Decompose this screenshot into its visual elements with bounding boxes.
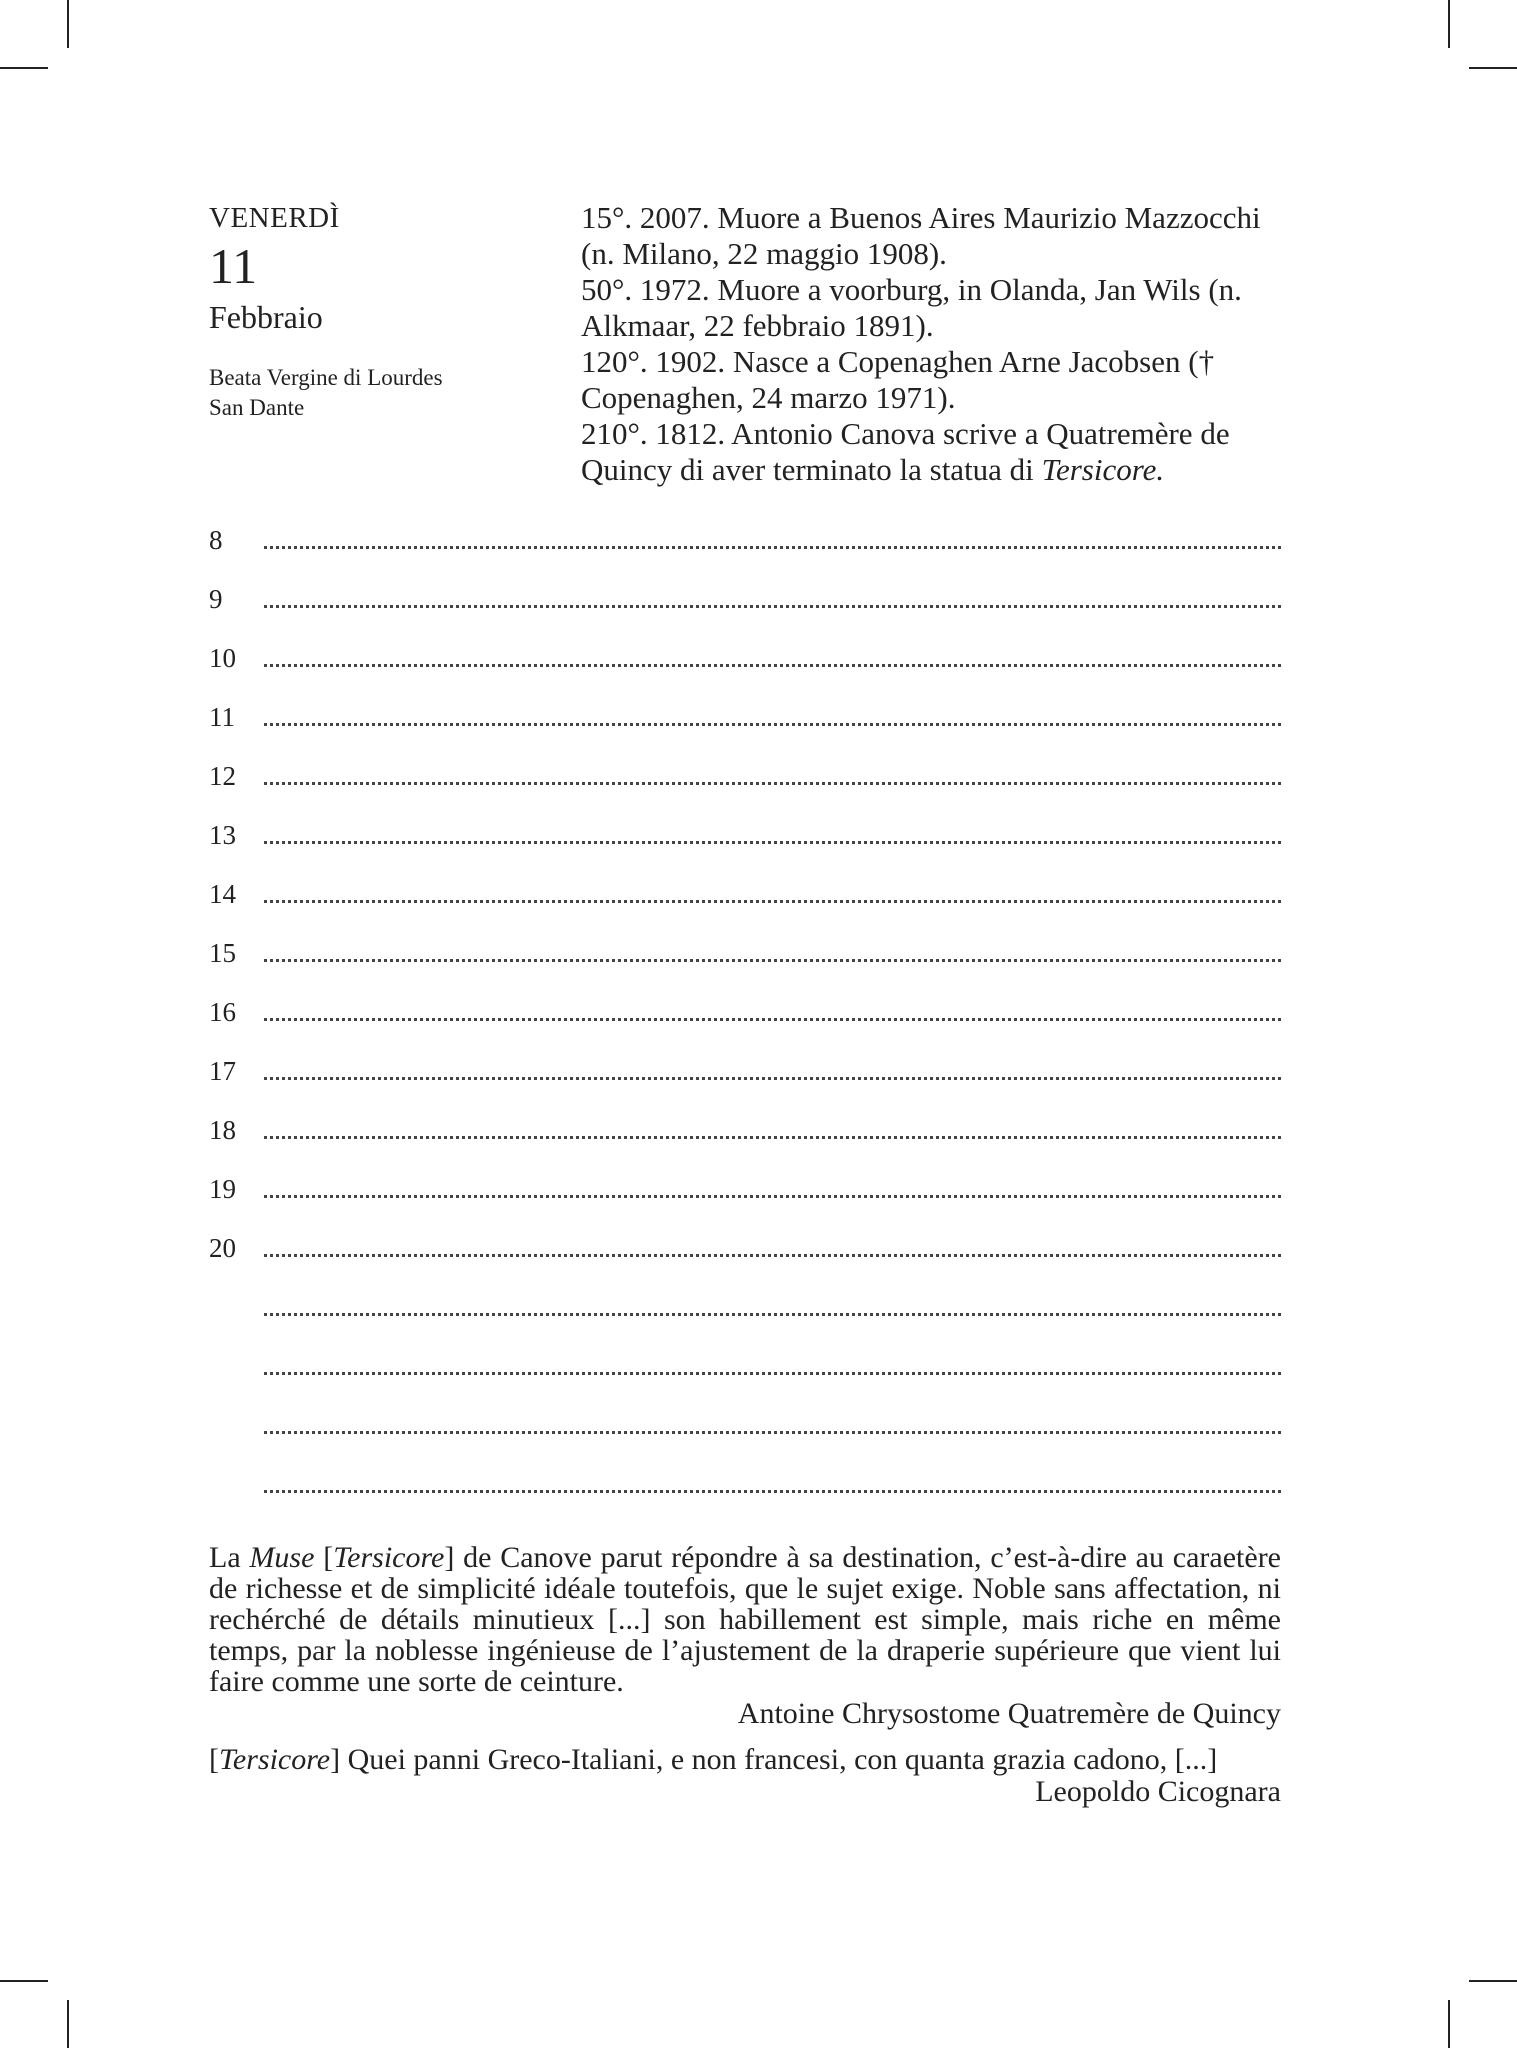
saint-name: Beata Vergine di Lourdes [209, 365, 443, 390]
quotation-section [209, 1542, 1281, 1808]
quote-text: La [209, 1541, 250, 1574]
dotted-write-line [264, 1136, 1281, 1139]
extra-row [209, 1405, 1281, 1464]
hour-label: 8 [209, 525, 223, 555]
extra-row [209, 1346, 1281, 1405]
saint-name: San Dante [209, 395, 305, 420]
hour-label: 20 [209, 1233, 236, 1263]
quotation-text [209, 1744, 1281, 1775]
month-name: Febbraio [209, 299, 323, 335]
hour-label: 19 [209, 1174, 236, 1204]
hour-label: 15 [209, 938, 236, 968]
hour-label: 13 [209, 820, 236, 850]
hour-label: 12 [209, 761, 236, 791]
hour-row [209, 638, 1281, 697]
dotted-write-line [264, 1313, 1281, 1316]
hour-row [209, 1051, 1281, 1110]
hour-label: 14 [209, 879, 236, 909]
quote-italic: Muse [249, 1541, 315, 1574]
dotted-write-line [264, 1254, 1281, 1257]
hour-row [209, 992, 1281, 1051]
quote-author: Antoine Chrysostome Quatremère de Quincy [737, 1697, 1281, 1730]
hour-row [209, 874, 1281, 933]
hour-row [209, 1110, 1281, 1169]
dotted-write-line [264, 664, 1281, 667]
anniversary-entry: 120°. 1902. Nasce a Copenaghen Arne Jacobsen († Copenaghen, 24 marzo 1971). [581, 344, 1215, 415]
anniversary-entry: 15°. 2007. Muore a Buenos Aires Maurizio Mazzocchi (n. Milano, 22 maggio 1908). [581, 200, 1261, 271]
hour-row [209, 1169, 1281, 1228]
quote-italic: Tersicore [219, 1743, 331, 1776]
quote-text: [ [209, 1743, 219, 1776]
dotted-write-line [264, 1018, 1281, 1021]
hour-row [209, 933, 1281, 992]
quotation-text [209, 1542, 1281, 1697]
quote-italic: Tersicore [333, 1541, 445, 1574]
anniversary-entry: 50°. 1972. Muore a voorburg, in Olanda, Jan Wils (n. Alkmaar, 22 febbraio 1891). [581, 272, 1242, 343]
crop-mark-bottom-left-vertical [67, 2000, 69, 2048]
dotted-write-line [264, 1490, 1281, 1493]
quote-author: Leopoldo Cicognara [1035, 1775, 1281, 1808]
anniversary-text: 210°. 1812. Antonio Canova scrive a Quatremère de Quincy di aver terminato la statua di [581, 416, 1230, 487]
hour-label: 16 [209, 997, 236, 1027]
hour-row [209, 579, 1281, 638]
crop-mark-top-left-horizontal [0, 67, 48, 69]
saints-list [209, 363, 539, 423]
crop-mark-top-right-horizontal [1469, 67, 1517, 69]
dotted-write-line [264, 605, 1281, 608]
dotted-write-line [264, 782, 1281, 785]
day-number: 11 [209, 238, 258, 294]
quote-text: ] Quei panni Greco-Italiani, e non francesi, con quanta grazia cadono, [...] [330, 1743, 1218, 1776]
dotted-write-line [264, 1431, 1281, 1434]
dotted-write-line [264, 546, 1281, 549]
crop-mark-bottom-right-horizontal [1469, 1980, 1517, 1982]
date-block [209, 200, 539, 423]
dotted-write-line [264, 1195, 1281, 1198]
dotted-write-line [264, 959, 1281, 962]
quote-text: [ [314, 1541, 334, 1574]
dotted-write-line [264, 1077, 1281, 1080]
hour-label: 9 [209, 584, 223, 614]
artwork-title: Tersicore. [1041, 452, 1165, 487]
hour-row [209, 520, 1281, 579]
crop-mark-bottom-left-horizontal [0, 1980, 48, 1982]
dotted-write-line [264, 900, 1281, 903]
hour-label: 17 [209, 1056, 236, 1086]
hour-label: 18 [209, 1115, 236, 1145]
weekday: VENERDÌ [209, 202, 340, 234]
hour-label: 10 [209, 643, 236, 673]
anniversaries [581, 200, 1281, 488]
extra-row [209, 1464, 1281, 1523]
crop-mark-bottom-right-vertical [1448, 2000, 1450, 2048]
hour-row [209, 815, 1281, 874]
dotted-write-line [264, 723, 1281, 726]
hourly-planner [209, 520, 1281, 1523]
quote-text: ] de Canove parut répondre à sa destination, c’est-à-dire au caraetère de richesse et de simplicité idéale toutefois, que le sujet exige. Noble sans affectation, ni rechérché de détails minutieux [...] son habillement est simple, mais riche en même temps, par la noblesse ingénieuse de l’ajustement de la draperie supérieure que vient lui faire comme une sorte de ceinture. [209, 1541, 1282, 1698]
crop-mark-top-left-vertical [67, 0, 69, 48]
anniversary-entry [581, 416, 1281, 488]
hour-row [209, 697, 1281, 756]
hour-row [209, 1228, 1281, 1287]
dotted-write-line [264, 1372, 1281, 1375]
hour-row [209, 756, 1281, 815]
dotted-write-line [264, 841, 1281, 844]
extra-row [209, 1287, 1281, 1346]
hour-label: 11 [209, 702, 235, 732]
crop-mark-top-right-vertical [1448, 0, 1450, 48]
